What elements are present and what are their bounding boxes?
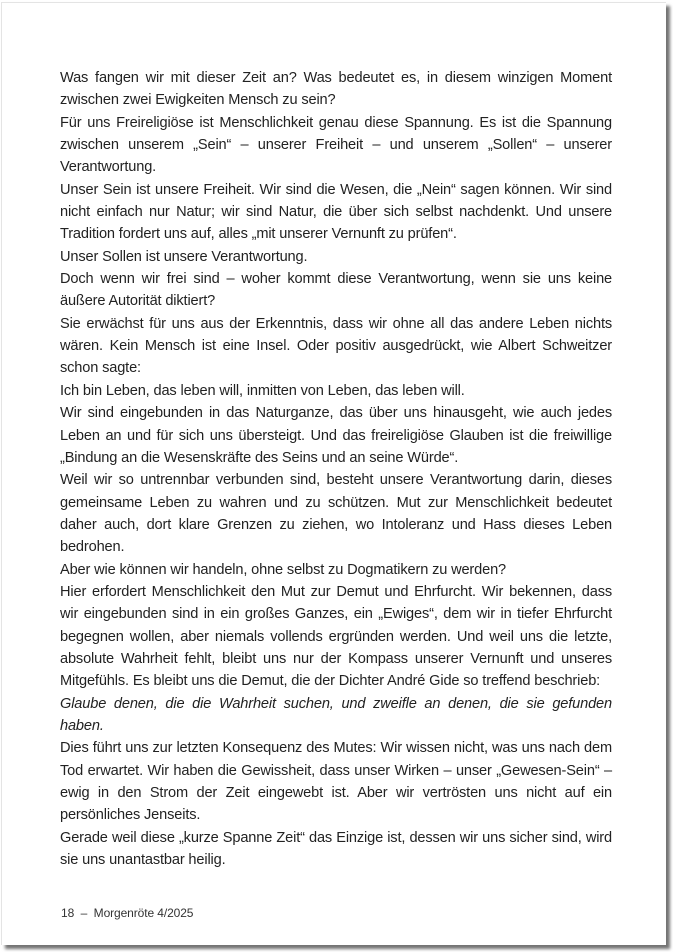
- schweitzer-quote: Ich bin Leben, das leben will, inmitten von Leben, das leben will.: [60, 382, 465, 399]
- paragraph: Was fangen wir mit dieser Zeit an? Was bedeutet es, in diesem winzigen Moment zwischen zwei Ewigkeiten Mensch zu sein?: [60, 70, 612, 109]
- paragraph: Doch wenn wir frei sind – woher kommt diese Verantwortung, wenn sie uns keine äußere Autorität diktiert?: [60, 271, 612, 310]
- footer-separator: –: [74, 906, 94, 920]
- document-page: [1, 2, 666, 945]
- gide-quote: Glaube denen, die die Wahrheit suchen, und zweifle an denen, die sie gefunden haben.: [60, 695, 612, 734]
- publication-name: Morgenröte 4/2025: [93, 906, 194, 920]
- paragraph: Dies führt uns zur letzten Konsequenz des Mutes: Wir wissen nicht, was uns nach dem Tod erwartet. Wir haben die Gewissheit, dass unser Wirken – unser „Gewesen-Sein“ – ewig in den Strom der Zeit eingewebt ist. Aber wir vertrösten uns nicht auf ein persönliches Jenseits.: [60, 740, 612, 824]
- paragraph: Weil wir so untrennbar verbunden sind, besteht unsere Verantwortung darin, dieses gemeinsame Leben zu wahren und zu schützen. Mut zur Menschlichkeit bedeutet daher auch, dort klare Grenzen zu ziehen, wo Intoleranz und Hass dieses Leben bedrohen.: [60, 472, 612, 556]
- paragraph: Aber wie können wir handeln, ohne selbst zu Dogmatikern zu werden?: [60, 561, 507, 578]
- page-number: 18: [61, 906, 75, 920]
- page-footer: [61, 906, 193, 920]
- paragraph: Unser Sein ist unsere Freiheit. Wir sind die Wesen, die „Nein“ sagen können. Wir sind nicht einfach nur Natur; wir sind Natur, die über sich selbst nachdenkt. Und unsere Tradition fordert uns auf, alles „mit unserer Vernunft zu prüfen“.: [60, 181, 612, 243]
- paragraph: Sie erwächst für uns aus der Erkenntnis, dass wir ohne all das andere Leben nichts wären. Kein Mensch ist eine Insel. Oder positiv ausgedrückt, wie Albert Schweitzer schon sagte:: [60, 315, 612, 377]
- article-body: [60, 67, 612, 871]
- paragraph: Wir sind eingebunden in das Naturganze, das über uns hinausgeht, wie auch jedes Leben an und für sich uns übersteigt. Und das freireligiöse Glauben ist die freiwillige „Bindung an die Wesenskräfte des Seins und an seine Würde“.: [60, 405, 612, 466]
- paragraph: Hier erfordert Menschlichkeit den Mut zur Demut und Ehrfurcht. Wir bekennen, dass wir eingebunden sind in ein großes Ganzes, ein „Ewiges“, dem wir in tiefer Ehrfurcht begegnen wollen, aber niemals vollends ergründen werden. Und weil uns die letzte, absolute Wahrheit fehlt, bleibt uns nur der Kompass unserer Vernunft und unseres Mitgefühls. Es bleibt uns die Demut, die der Dichter André Gide so treffend beschrieb:: [60, 583, 612, 690]
- paragraph: Unser Sollen ist unsere Verantwortung.: [60, 248, 308, 265]
- paragraph: Für uns Freireligiöse ist Menschlichkeit genau diese Spannung. Es ist die Spannung zwischen unserem „Sein“ – unserer Freiheit – und unserem „Sollen“ – unserer Verantwortung.: [60, 114, 612, 176]
- paragraph: Gerade weil diese „kurze Spanne Zeit“ das Einzige ist, dessen wir uns sicher sind, wird sie uns unantastbar heilig.: [60, 829, 612, 869]
